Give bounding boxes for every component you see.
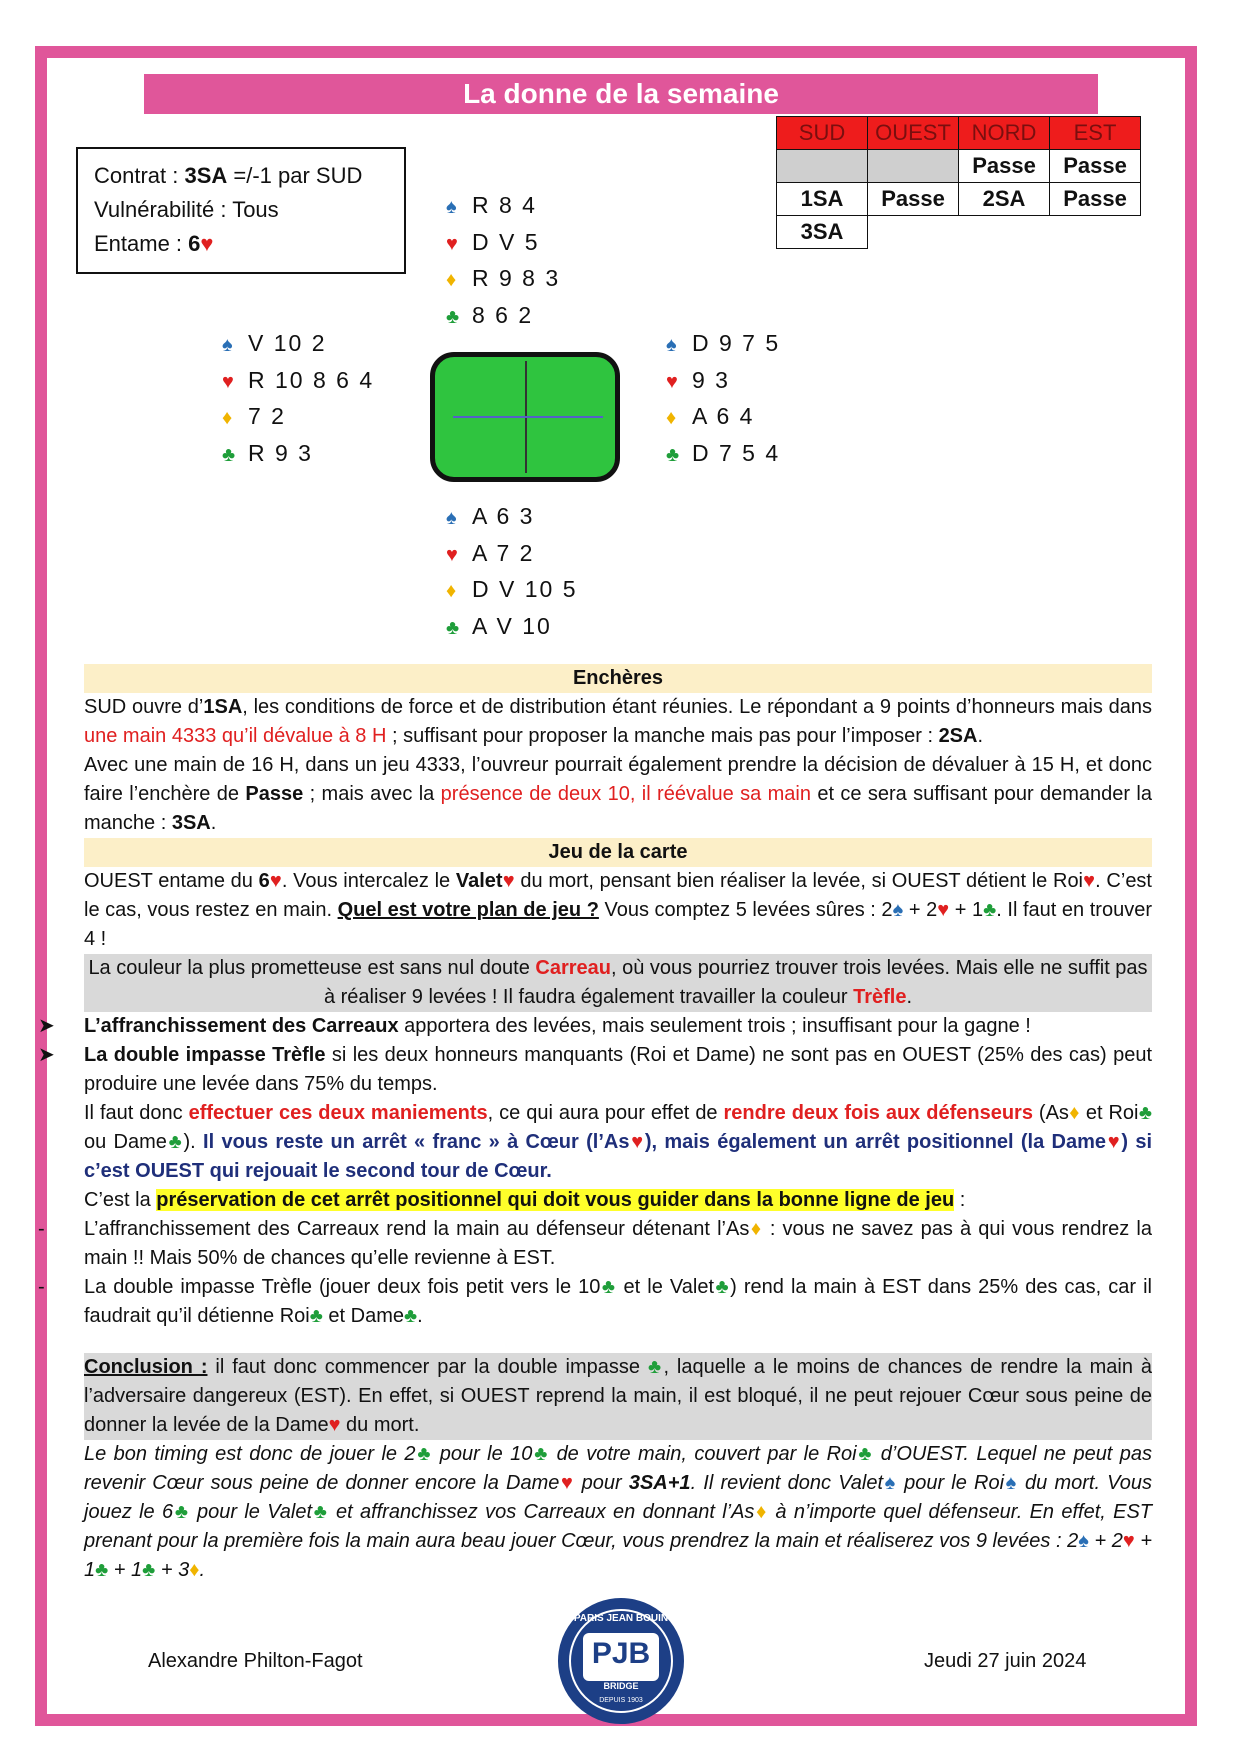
heart-icon: ♥ (446, 543, 458, 566)
heart-icon: ♥ (446, 232, 458, 255)
header-ouest: OUEST (868, 117, 959, 150)
vulnerability-line: Vulnérabilité : Tous (94, 197, 279, 222)
heart-icon: ♥ (502, 870, 515, 892)
bid-cell (868, 150, 959, 183)
club-icon: ♣ (647, 1356, 664, 1378)
diamond-icon: ♦ (1068, 1102, 1080, 1124)
heart-icon: ♥ (1106, 1131, 1122, 1153)
bidding-header-row (777, 117, 1141, 150)
lead-line: Entame : 6♥ (94, 231, 214, 256)
spade-icon: ♠ (446, 507, 457, 529)
section-heading-encheres: Enchères (84, 664, 1152, 693)
bidding-row (777, 216, 1141, 249)
heart-icon: ♥ (222, 370, 234, 393)
club-icon: ♣ (600, 1276, 617, 1298)
diamond-icon: ♦ (446, 269, 457, 291)
bid-cell: Passe (1050, 150, 1141, 183)
club-icon: ♣ (166, 1131, 184, 1153)
diamond-icon: ♦ (446, 580, 457, 602)
diamond-icon: ♦ (749, 1218, 763, 1240)
article-body (38, 664, 1153, 1585)
club-icon: ♣ (666, 443, 680, 466)
east-hand: ♠ D 9 7 5 ♥ 9 3 ♦ A 6 4 ♣ D 7 5 4 (666, 326, 780, 472)
bid-cell: Passe (1050, 183, 1141, 216)
paragraph: Il faut donc effectuer ces deux maniements, ce qui aura pour effet de rendre deux fois aux défenseurs (As♦ et Roi♣ ou Dame♣). Il vous reste un arrêt « franc » à Cœur (l’As♥), mais également un arrêt positionnel (la Dame♥) si c’est OUEST qui rejouait le second tour de Cœur. (84, 1102, 1153, 1182)
bullet-item: ➤ La double impasse Trèfle si les deux honneurs manquants (Roi et Dame) ne sont pas en OUEST (25% des cas) peut produire une levée dans 75% du temps. (84, 1041, 1152, 1099)
arrow-bullet-icon: ➤ (38, 1044, 55, 1066)
spade-icon: ♠ (222, 334, 233, 356)
club-icon: ♣ (309, 1305, 323, 1327)
west-hand: ♠ V 10 2 ♥ R 10 8 6 4 ♦ 7 2 ♣ R 9 3 (222, 326, 374, 472)
north-hand: ♠ R 8 4 ♥ D V 5 ♦ R 9 8 3 ♣ 8 6 2 (446, 188, 560, 334)
author: Alexandre Philton-Fagot (148, 1650, 363, 1672)
paragraph: C’est la préservation de cet arrêt positionnel qui doit vous guider dans la bonne ligne de jeu : (84, 1189, 966, 1211)
bid-cell: Passe (959, 150, 1050, 183)
club-icon: ♣ (983, 899, 997, 921)
diamond-icon: ♦ (666, 407, 677, 429)
conclusion-block: Conclusion : il faut donc commencer par la double impasse ♣, laquelle a le moins de chances de rendre la main à l’adversaire dangereux (EST). En effet, si OUEST reprend la main, il est bloqué, il ne peut rejouer Cœur sous peine de donner la levée de la Dame♥ du mort. (84, 1353, 1152, 1440)
contract-box (76, 147, 406, 274)
bullet-item: ➤ L’affranchissement des Carreaux apportera des levées, mais seulement trois ; insuffisant pour la gagne ! (84, 1012, 1152, 1041)
bidding-table (776, 116, 1141, 249)
bid-cell: 1SA (777, 183, 868, 216)
italic-paragraph: Le bon timing est donc de jouer le 2♣ pour le 10♣ de votre main, couvert par le Roi♣ d’OUEST. Lequel ne peut pas revenir Cœur sous peine de donner encore la Dame♥ pour 3SA+1. Il revient donc Valet♠ pour le Roi♠ du mort. Vous jouez le 6♣ pour le Valet♣ et affranchissez vos Carreaux en donnant l’As♦ à n’importe quel défenseur. En effet, EST prenant pour la première fois la main aura beau jouer Cœur, vous prendrez la main et réaliserez vos 9 levées : 2♠ + 2♥ + 1♣ + 1♣ + 3♦. (84, 1443, 1153, 1581)
section-heading-jeu: Jeu de la carte (84, 838, 1152, 867)
bid-cell: 2SA (959, 183, 1050, 216)
heart-icon: ♥ (200, 231, 214, 256)
club-icon: ♣ (446, 616, 460, 639)
header-sud: SUD (777, 117, 868, 150)
bidding-row (777, 150, 1141, 183)
spade-icon: ♠ (666, 334, 677, 356)
spade-icon: ♠ (892, 899, 904, 921)
club-icon: ♣ (714, 1276, 731, 1298)
bid-cell (777, 150, 868, 183)
club-icon: ♣ (403, 1305, 418, 1327)
heart-icon: ♥ (328, 1414, 341, 1436)
card-table (430, 352, 620, 482)
page-title: La donne de la semaine (144, 74, 1098, 114)
heart-icon: ♥ (937, 899, 950, 921)
dash-item: - L’affranchissement des Carreaux rend la main au défenseur détenant l’As♦ : vous ne savez pas à qui vous rendrez la main !! Mais 50% de chances qu’elle revienne à EST. (38, 1218, 1152, 1269)
header-nord: NORD (959, 117, 1050, 150)
paragraph: Avec une main de 16 H, dans un jeu 4333, l’ouvreur pourrait également prendre la décision de dévaluer à 15 H, et donc faire l’enchère de Passe ; mais avec la présence de deux 10, il réévalue sa main et ce sera suffisant pour demander la manche : 3SA. (84, 754, 1152, 834)
diamond-icon: ♦ (222, 407, 233, 429)
header-est: EST (1050, 117, 1141, 150)
south-hand: ♠ A 6 3 ♥ A 7 2 ♦ D V 10 5 ♣ A V 10 (446, 499, 578, 645)
paragraph: OUEST entame du 6♥. Vous intercalez le Valet♥ du mort, pensant bien réaliser la levée, si OUEST détient le Roi♥. C’est le cas, vous restez en main. Quel est votre plan de jeu ? Vous comptez 5 levées sûres : 2♠ + 2♥ + 1♣. Il faut en trouver 4 ! (84, 870, 1152, 950)
heart-icon: ♥ (269, 870, 282, 892)
club-icon: ♣ (1138, 1102, 1153, 1124)
club-logo: PARIS JEAN BOUIN PJB BRIDGE DEPUIS 1903 (558, 1598, 684, 1724)
arrow-bullet-icon: ➤ (38, 1015, 55, 1037)
heart-icon: ♥ (1083, 870, 1096, 892)
dash-item: - La double impasse Trèfle (jouer deux fois petit vers le 10♣ et le Valet♣) rend la main à EST dans 25% des cas, car il faudrait qu’il détienne Roi♣ et Dame♣. (38, 1276, 1152, 1327)
paragraph: SUD ouvre d’1SA, les conditions de force et de distribution étant réunies. Le répondant a 9 points d’honneurs mais dans une main 4333 qu’il dévalue à 8 H ; suffisant pour proposer la manche mais pas pour l’imposer : 2SA. (84, 696, 1152, 747)
contract-line: Contrat : 3SA =/-1 par SUD (94, 163, 363, 188)
bid-cell: Passe (868, 183, 959, 216)
publication-date: Jeudi 27 juin 2024 (924, 1650, 1087, 1672)
heart-icon: ♥ (666, 370, 678, 393)
bidding-row (777, 183, 1141, 216)
spade-icon: ♠ (446, 196, 457, 218)
heart-icon: ♥ (629, 1131, 645, 1153)
club-icon: ♣ (222, 443, 236, 466)
bid-cell: 3SA (777, 216, 868, 249)
highlight-block: La couleur la plus prometteuse est sans nul doute Carreau, où vous pourriez trouver trois levées. Mais elle ne suffit pas à réaliser 9 levées ! Il faudra également travailler la couleur Trèfle. (84, 954, 1152, 1012)
club-icon: ♣ (446, 305, 460, 328)
